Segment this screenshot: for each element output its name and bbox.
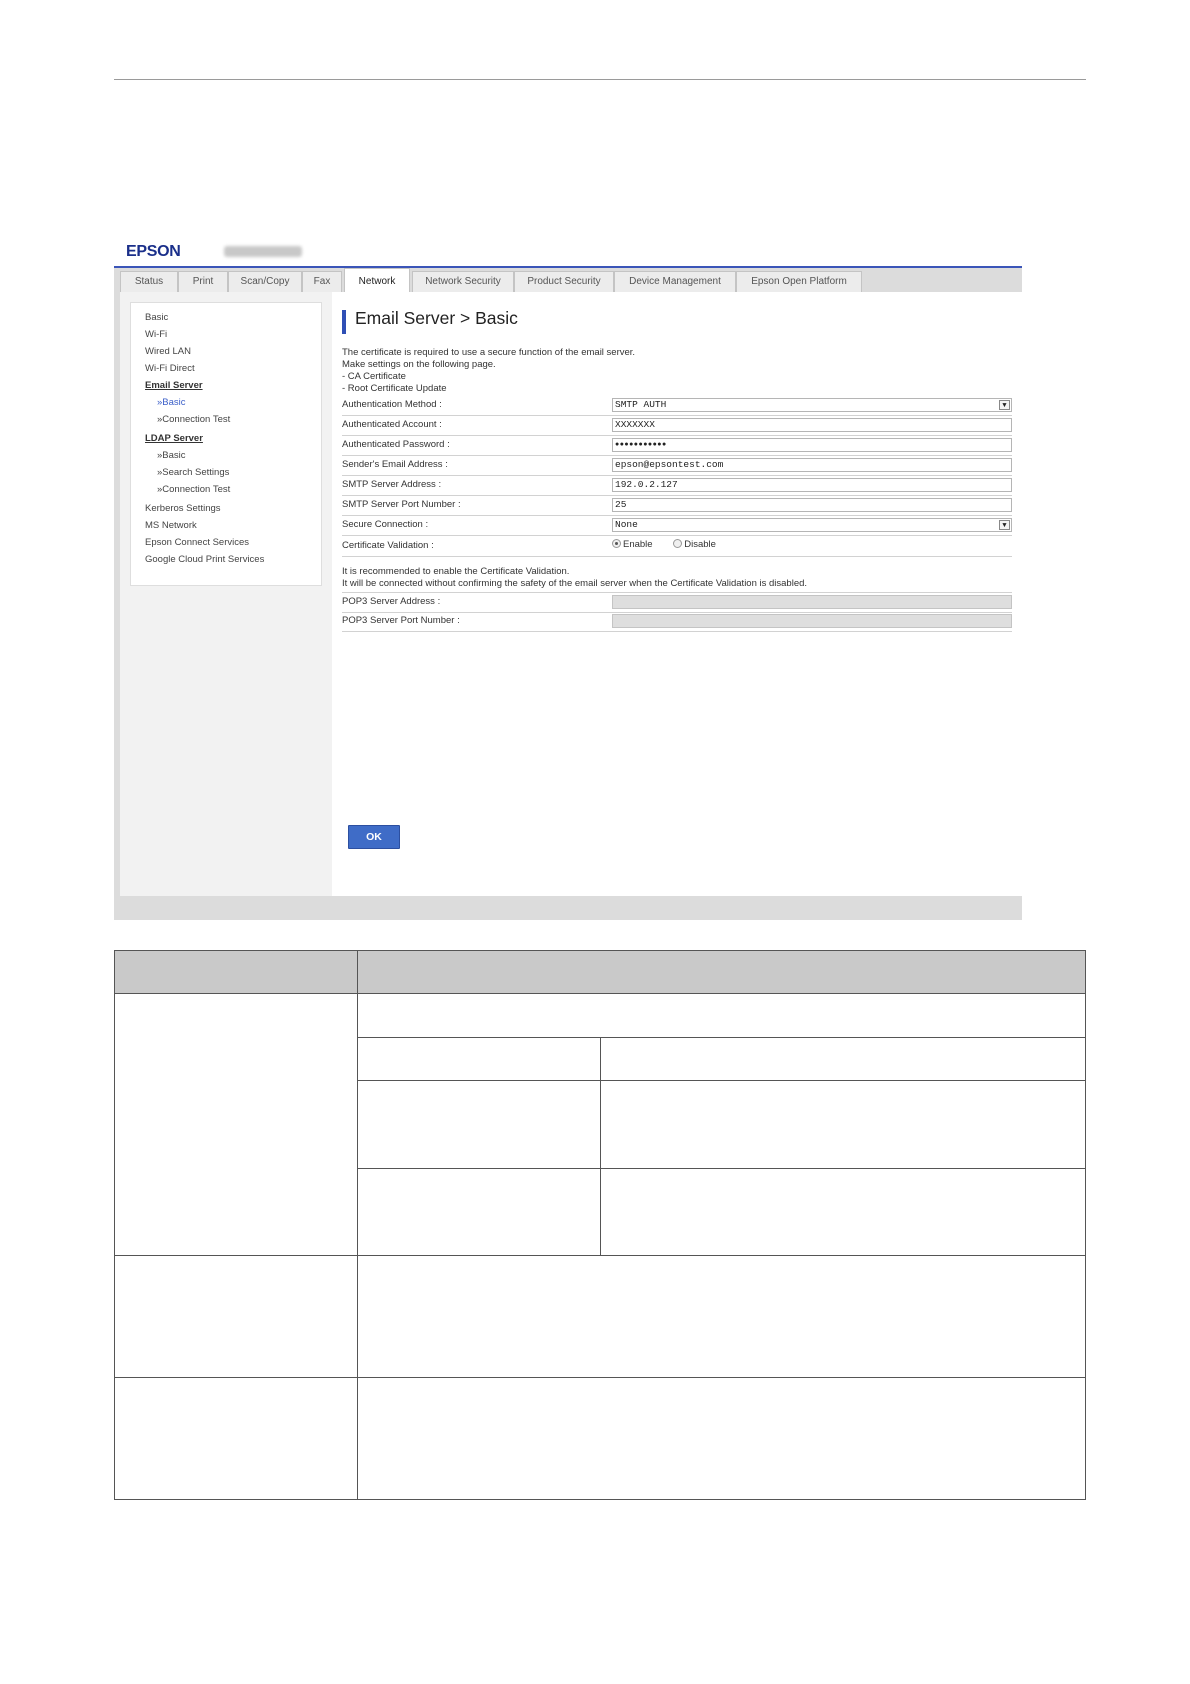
model-name-redacted bbox=[224, 246, 302, 257]
sidebar-item-ldap-connection-test[interactable]: »Connection Test bbox=[157, 484, 231, 495]
form-row-smtp-port bbox=[342, 496, 1012, 516]
smtp-port-input[interactable]: 25 bbox=[612, 498, 1012, 512]
auth-method-select[interactable] bbox=[612, 398, 1012, 412]
table-border bbox=[114, 950, 1086, 951]
intro-line-2: Make settings on the following page. bbox=[342, 359, 496, 370]
field-label: Authentication Method : bbox=[342, 399, 442, 410]
page-title: Email Server > Basic bbox=[355, 308, 518, 328]
table-row-divider bbox=[357, 1168, 1086, 1169]
form-row-secure-connection bbox=[342, 516, 1012, 536]
chevron-down-icon[interactable]: ▼ bbox=[999, 520, 1010, 530]
form-row-pop3-port bbox=[342, 612, 1012, 632]
sidebar-group-ldap-server[interactable]: LDAP Server bbox=[145, 433, 203, 444]
table-row-divider bbox=[357, 1080, 1086, 1081]
sidebar-item-google-cloud-print[interactable]: Google Cloud Print Services bbox=[145, 554, 265, 565]
field-label: Authenticated Account : bbox=[342, 419, 442, 430]
ok-button[interactable]: OK bbox=[348, 825, 400, 849]
sidebar-item-basic[interactable]: Basic bbox=[145, 312, 169, 323]
table-row-divider bbox=[114, 1255, 1086, 1256]
table-inner-column-divider bbox=[600, 1037, 601, 1255]
intro-line-4[interactable]: - Root Certificate Update bbox=[342, 383, 447, 394]
sidebar-item-kerberos[interactable]: Kerberos Settings bbox=[145, 503, 221, 514]
sidebar-item-email-basic[interactable]: »Basic bbox=[157, 397, 186, 408]
validation-note-1: It is recommended to enable the Certificate Validation. bbox=[342, 566, 570, 577]
validation-note-2: It will be connected without confirming the safety of the email server when the Certificate Validation is disabled. bbox=[342, 578, 808, 589]
table-border bbox=[114, 1499, 1086, 1500]
select-value: SMTP AUTH bbox=[615, 399, 667, 410]
sidebar-item-email-connection-test[interactable]: »Connection Test bbox=[157, 414, 231, 425]
chevron-down-icon[interactable]: ▼ bbox=[999, 400, 1010, 410]
cert-validation-radio-group bbox=[612, 539, 734, 550]
form-row-smtp-address bbox=[342, 476, 1012, 496]
field-label: Authenticated Password : bbox=[342, 439, 450, 450]
field-label: Sender's Email Address : bbox=[342, 459, 448, 470]
tab-network-security[interactable]: Network Security bbox=[412, 271, 514, 292]
frame-body bbox=[120, 292, 1022, 896]
form-row-auth-method bbox=[342, 396, 1012, 416]
form-row-sender-email bbox=[342, 456, 1012, 476]
radio-disable[interactable] bbox=[673, 539, 682, 548]
secure-connection-select[interactable] bbox=[612, 518, 1012, 532]
sidebar-item-ldap-search-settings[interactable]: »Search Settings bbox=[157, 467, 230, 478]
sidebar-item-epson-connect[interactable]: Epson Connect Services bbox=[145, 537, 250, 548]
pop3-address-input[interactable] bbox=[612, 595, 1012, 609]
tab-device-management[interactable]: Device Management bbox=[614, 271, 736, 292]
table-header-row bbox=[114, 950, 1086, 993]
auth-password-input[interactable]: ●●●●●●●●●●● bbox=[612, 438, 1012, 452]
field-label: POP3 Server Port Number : bbox=[342, 615, 460, 626]
select-value: None bbox=[615, 519, 638, 530]
table-border bbox=[1085, 950, 1086, 1500]
pop3-port-input[interactable] bbox=[612, 614, 1012, 628]
radio-disable-label[interactable]: Disable bbox=[684, 539, 716, 550]
table-row-divider bbox=[114, 993, 1086, 994]
tab-print[interactable]: Print bbox=[178, 271, 228, 292]
field-label: Certificate Validation : bbox=[342, 540, 434, 551]
intro-line-3[interactable]: - CA Certificate bbox=[342, 371, 406, 382]
sidebar-item-wifi[interactable]: Wi-Fi bbox=[145, 329, 168, 340]
tab-fax[interactable]: Fax bbox=[302, 271, 342, 292]
sidebar-item-wired-lan[interactable]: Wired LAN bbox=[145, 346, 191, 357]
sender-email-input[interactable]: epson@epsontest.com bbox=[612, 458, 1012, 472]
tab-scan-copy[interactable]: Scan/Copy bbox=[228, 271, 302, 292]
table-border bbox=[114, 950, 115, 1500]
tab-epson-open-platform[interactable]: Epson Open Platform bbox=[736, 271, 862, 292]
tab-network[interactable]: Network bbox=[344, 268, 410, 292]
sidebar bbox=[130, 302, 322, 586]
form-row-auth-account bbox=[342, 416, 1012, 436]
radio-enable[interactable] bbox=[612, 539, 621, 548]
heading-accent bbox=[342, 310, 346, 334]
field-label: Secure Connection : bbox=[342, 519, 429, 530]
web-config-screenshot bbox=[114, 240, 1022, 920]
sidebar-group-email-server[interactable]: Email Server bbox=[145, 380, 203, 391]
field-label: POP3 Server Address : bbox=[342, 596, 441, 607]
table-column-divider bbox=[357, 950, 358, 1500]
form-row-cert-validation bbox=[342, 537, 1012, 557]
frame-bottom-bar bbox=[114, 896, 1022, 920]
form-row-pop3-address bbox=[342, 592, 1012, 613]
tab-bar bbox=[114, 268, 1022, 292]
intro-line-1: The certificate is required to use a secure function of the email server. bbox=[342, 347, 636, 358]
sidebar-item-wifi-direct[interactable]: Wi-Fi Direct bbox=[145, 363, 195, 374]
radio-enable-label[interactable]: Enable bbox=[623, 539, 653, 550]
page-top-rule bbox=[114, 79, 1086, 80]
field-label: SMTP Server Address : bbox=[342, 479, 442, 490]
table-row-divider bbox=[357, 1037, 1086, 1038]
sidebar-item-ms-network[interactable]: MS Network bbox=[145, 520, 197, 531]
field-label: SMTP Server Port Number : bbox=[342, 499, 461, 510]
auth-account-input[interactable]: XXXXXXX bbox=[612, 418, 1012, 432]
main-content bbox=[332, 292, 1022, 896]
tab-product-security[interactable]: Product Security bbox=[514, 271, 614, 292]
epson-logo: EPSON bbox=[126, 243, 181, 260]
smtp-address-input[interactable]: 192.0.2.127 bbox=[612, 478, 1012, 492]
table-row-divider bbox=[114, 1377, 1086, 1378]
tab-status[interactable]: Status bbox=[120, 271, 178, 292]
form-row-auth-password bbox=[342, 436, 1012, 456]
settings-table bbox=[114, 950, 1086, 1500]
sidebar-item-ldap-basic[interactable]: »Basic bbox=[157, 450, 186, 461]
